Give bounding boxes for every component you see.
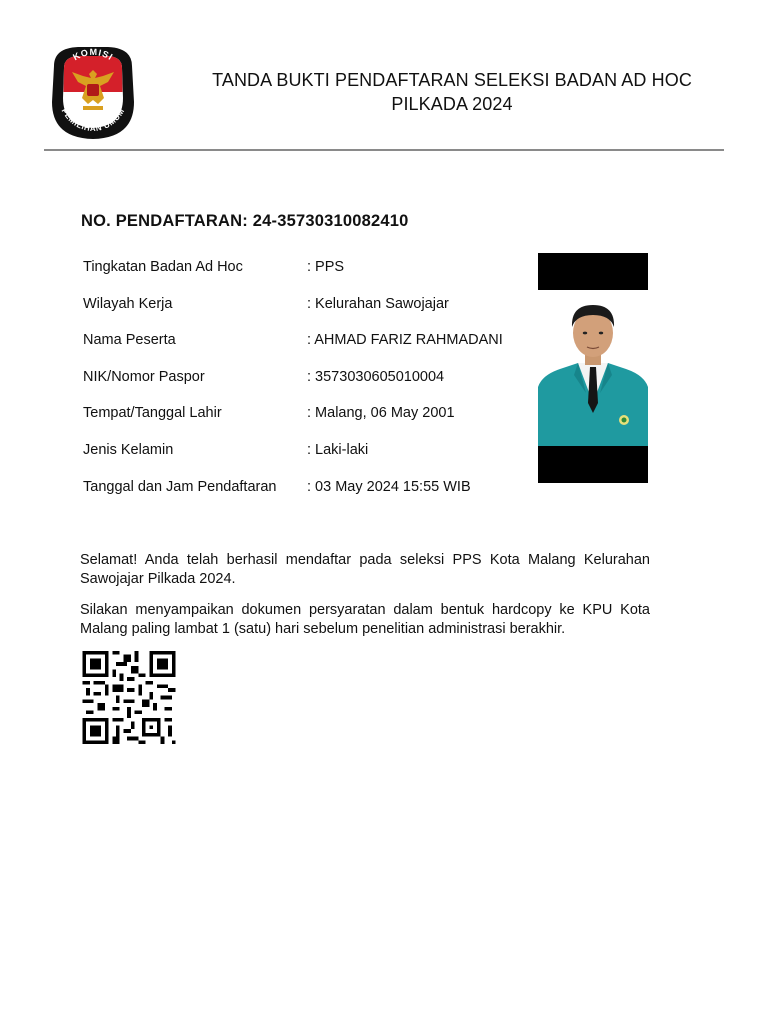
logo-bottom-text: PEMILIHAN UMUM (59, 106, 127, 134)
kpu-logo (48, 42, 138, 142)
logo-top-text: KOMISI (71, 46, 116, 63)
qr-code (80, 651, 178, 744)
info-value: : Laki-laki (307, 441, 369, 458)
info-label: Wilayah Kerja (83, 295, 173, 312)
registration-number: NO. PENDAFTARAN: 24-35730310082410 (81, 212, 409, 230)
info-value: : 3573030605010004 (307, 368, 445, 385)
title-line-1: TANDA BUKTI PENDAFTARAN SELEKSI BADAN AD HOC (212, 70, 692, 90)
info-label: NIK/Nomor Paspor (83, 368, 205, 385)
info-label: Tempat/Tanggal Lahir (83, 405, 222, 422)
info-label: Nama Peserta (83, 332, 176, 349)
info-value: : Kelurahan Sawojajar (307, 295, 449, 312)
instruction-message: Silakan menyampaikan dokumen persyaratan dalam bentuk hardcopy ke KPU Kota Malang paling lambat 1 (satu) hari sebelum penelitian administrasi berakhir. (80, 602, 650, 637)
info-value: : AHMAD FARIZ RAHMADANI (307, 332, 503, 349)
header-divider (44, 149, 724, 151)
participant-photo (538, 253, 648, 483)
info-label: Tingkatan Badan Ad Hoc (83, 259, 243, 275)
info-value: : 03 May 2024 15:55 WIB (307, 478, 471, 495)
page-title (160, 68, 744, 116)
info-value: : PPS (307, 259, 345, 275)
congratulations-message: Selamat! Anda telah berhasil mendaftar pada seleksi PPS Kota Malang Kelurahan Sawojajar Pilkada 2024. (80, 552, 650, 587)
info-value: : Malang, 06 May 2001 (307, 405, 455, 422)
title-line-2: PILKADA 2024 (391, 94, 513, 114)
info-label: Tanggal dan Jam Pendaftaran (83, 478, 277, 495)
info-label: Jenis Kelamin (83, 441, 174, 458)
